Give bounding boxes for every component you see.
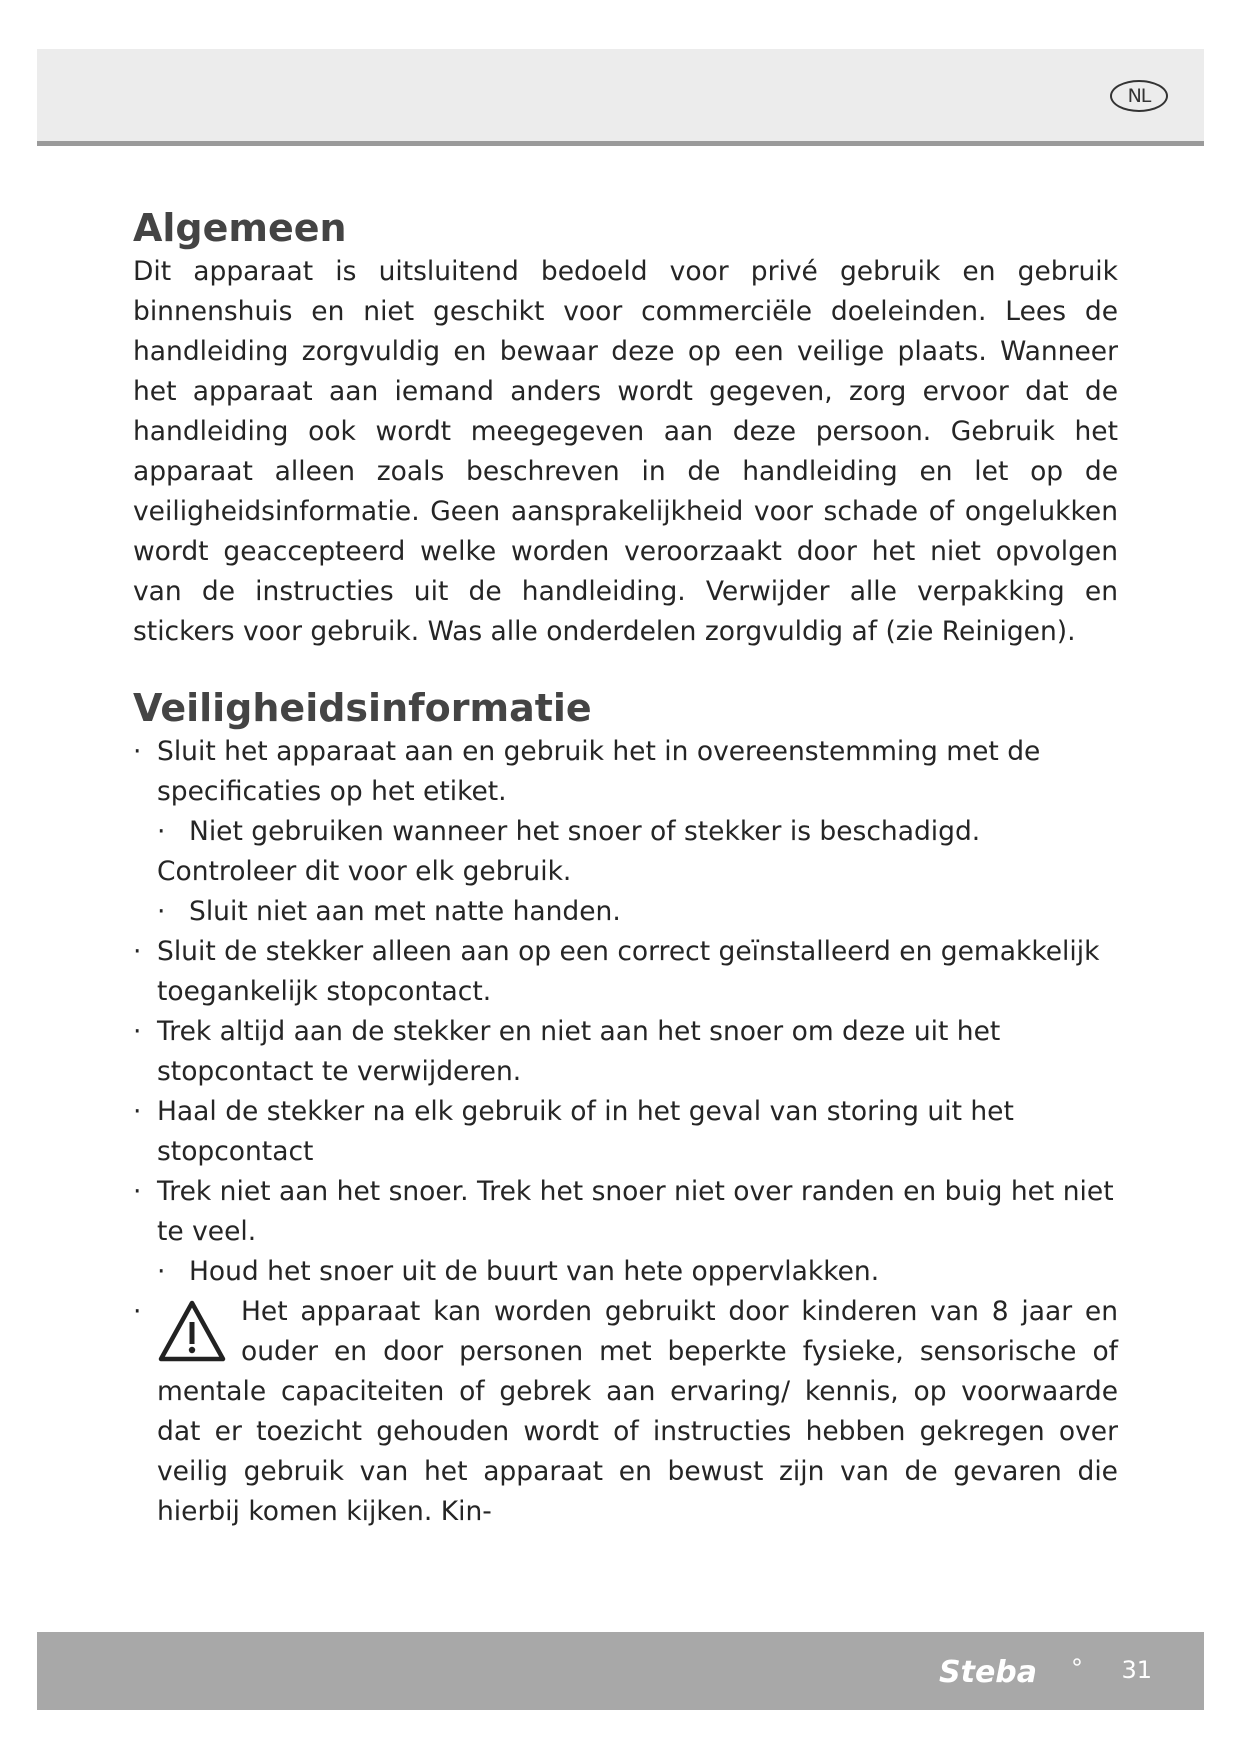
list-item: · Haal de stekker na elk gebruik of in het geval van storing uit het stopcontact [133, 1092, 1118, 1172]
list-item: · Trek altijd aan de stekker en niet aan het snoer om deze uit het stopcontact te verwijderen. [133, 1012, 1118, 1092]
logo-text: Steba [939, 1655, 1038, 1690]
page-content [133, 204, 1118, 1532]
page-header [37, 49, 1204, 146]
warning-triangle-icon [157, 1298, 227, 1364]
bullet-dot: · [133, 936, 142, 967]
section-title-general: Algemeen [133, 206, 347, 250]
list-item: · Trek niet aan het snoer. Trek het snoer niet over randen en buig het niet te veel. [133, 1172, 1118, 1252]
language-badge: NL [1110, 80, 1168, 112]
bullet-dot: · [133, 1176, 142, 1207]
list-item: · Sluit het apparaat aan en gebruik het in overeenstemming met de specificaties op het etiket. [133, 732, 1118, 812]
bullet-dot: · [157, 816, 166, 847]
warning-text: Het apparaat kan worden gebruikt door kinderen van 8 jaar en ouder en door personen met beperkte fysieke, sensorische of mentale capaciteiten of gebrek aan ervaring/ kennis, op voorwaarde dat er toezicht gehouden wordt of instructies hebben gekregen over veilig gebruik van het apparaat en bewust zijn van de gevaren die hierbij komen kijken. Kin- [157, 1296, 1118, 1527]
list-item: · Sluit niet aan met natte handen. [133, 892, 1118, 932]
section-title-safety: Veiligheidsinformatie [133, 686, 592, 730]
bullet-dot: · [133, 1096, 142, 1127]
page-number: 31 [1121, 1656, 1152, 1684]
bullet-dot: · [133, 1296, 142, 1327]
steba-logo [937, 1654, 1085, 1692]
list-item: · Sluit de stekker alleen aan op een correct geïnstalleerd en gemakkelijk toegankelijk stopcontact. [133, 932, 1118, 1012]
list-item: · Niet gebruiken wanneer het snoer of stekker is beschadigd. Controleer dit voor elk gebruik. [133, 812, 1118, 892]
bullet-dot: · [133, 736, 142, 767]
warning-item [133, 1292, 1118, 1532]
general-paragraph: Dit apparaat is uitsluitend bedoeld voor privé gebruik en gebruik binnenshuis en niet geschikt voor commerciële doeleinden. Lees de handleiding zorgvuldig en bewaar deze op een veilige plaats. Wanneer het apparaat aan iemand anders wordt gegeven, zorg ervoor dat de handleiding ook wordt meegegeven aan deze persoon. Gebruik het apparaat alleen zoals beschreven in de handleiding en let op de veiligheidsinformatie. Geen aansprakelijkheid voor schade of ongelukken wordt geaccepteerd welke worden veroorzaakt door het niet opvolgen van de instructies uit de handleiding. Verwijder alle verpakking en stickers voor gebruik. Was alle onderdelen zorgvuldig af (zie Reinigen). [133, 256, 1118, 647]
bullet-dot: · [133, 1016, 142, 1047]
page-footer [37, 1632, 1204, 1710]
list-item: · Houd het snoer uit de buurt van hete oppervlakken. [133, 1252, 1118, 1292]
bullet-dot: · [157, 1256, 166, 1287]
safety-list [133, 732, 1118, 1292]
bullet-dot: · [157, 896, 166, 927]
